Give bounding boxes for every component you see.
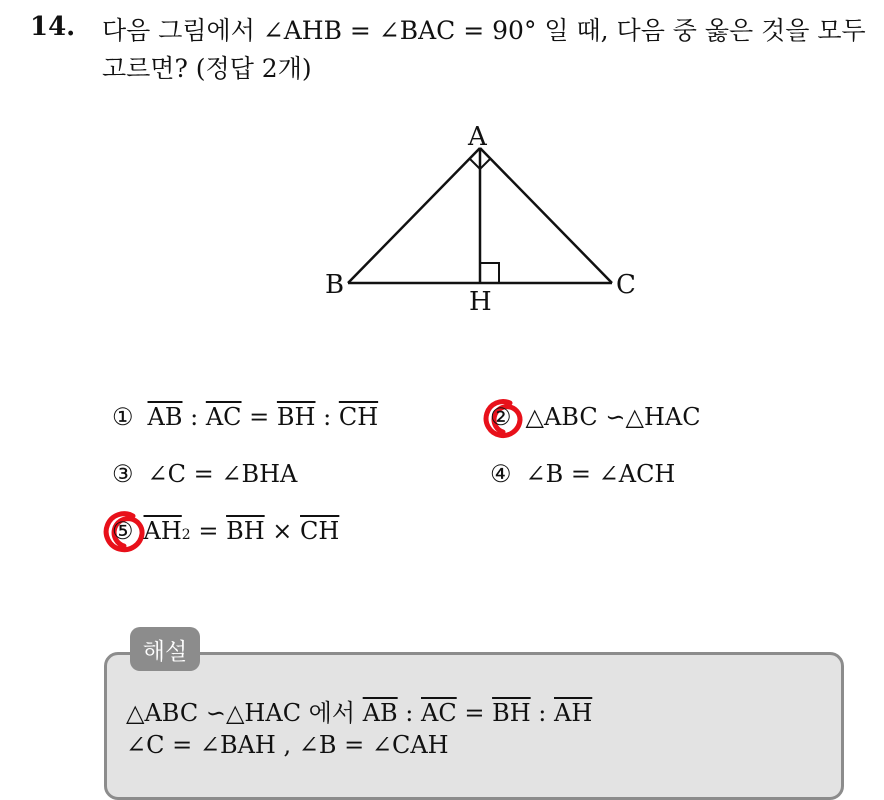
option-3-text: ∠C = ∠BHA — [147, 460, 298, 488]
question-text — [102, 12, 872, 88]
option-2[interactable] — [490, 403, 701, 431]
option-3[interactable] — [112, 460, 297, 488]
segment-ab-text: $\overline{AB}$ — [147, 403, 183, 431]
equals-sign: = — [190, 517, 227, 545]
option-2-text: △ABC ∽△HAC — [525, 403, 701, 431]
segment-bh-text: $\overline{BH}$ — [492, 699, 531, 727]
segment-bh-text: $\overline{BH}$ — [226, 517, 265, 545]
option-1-number: ① — [112, 403, 134, 431]
equals-sign: = — [241, 403, 277, 431]
question-line-2: 고르면? (정답 2개) — [102, 54, 312, 83]
segment-ah-text: $\overline{AH}$ — [554, 699, 593, 727]
option-2-number: ② — [490, 403, 512, 431]
option-4-text: ∠B = ∠ACH — [525, 460, 676, 488]
ratio-colon: : — [397, 699, 421, 727]
label-c: C — [616, 270, 636, 300]
question-number: 14. — [30, 12, 76, 42]
label-b: B — [325, 270, 345, 300]
segment-ah-text: $\overline{AH}$ — [143, 517, 182, 545]
option-5-number: ⑤ — [112, 517, 134, 545]
segment-bh-text: $\overline{BH}$ — [276, 403, 316, 431]
exponent: 2 — [181, 527, 191, 543]
option-4-number: ④ — [490, 460, 512, 488]
segment-ch-text: $\overline{CH}$ — [338, 403, 379, 431]
ratio-colon: : — [530, 699, 554, 727]
label-h: H — [469, 287, 492, 317]
segment-ac-text: $\overline{AC}$ — [205, 403, 242, 431]
option-4[interactable] — [490, 460, 675, 488]
segment-ac-text: $\overline{AC}$ — [421, 699, 457, 727]
option-5[interactable] — [112, 517, 339, 545]
times-sign: × — [264, 517, 301, 545]
ratio-colon: : — [182, 403, 206, 431]
equals-sign: = — [456, 699, 493, 727]
segment-ch-text: $\overline{CH}$ — [300, 517, 340, 545]
triangle-diagram — [300, 115, 660, 325]
segment-ab-text: $\overline{AB}$ — [362, 699, 398, 727]
right-angle-mark-h — [480, 263, 499, 283]
question-line-1: 다음 그림에서 ∠AHB = ∠BAC = 90° 일 때, 다음 중 옳은 것을 모두 — [102, 16, 866, 45]
option-1[interactable] — [112, 403, 378, 431]
segment-ab — [348, 148, 480, 283]
solution-line-1 — [126, 693, 592, 728]
label-a: A — [468, 122, 487, 152]
solution-similarity: △ABC ∽△HAC 에서 — [126, 699, 363, 727]
ratio-colon: : — [315, 403, 339, 431]
solution-tab: 해설 — [130, 627, 200, 671]
option-3-number: ③ — [112, 460, 134, 488]
solution-line-2: ∠C = ∠BAH , ∠B = ∠CAH — [126, 731, 449, 759]
